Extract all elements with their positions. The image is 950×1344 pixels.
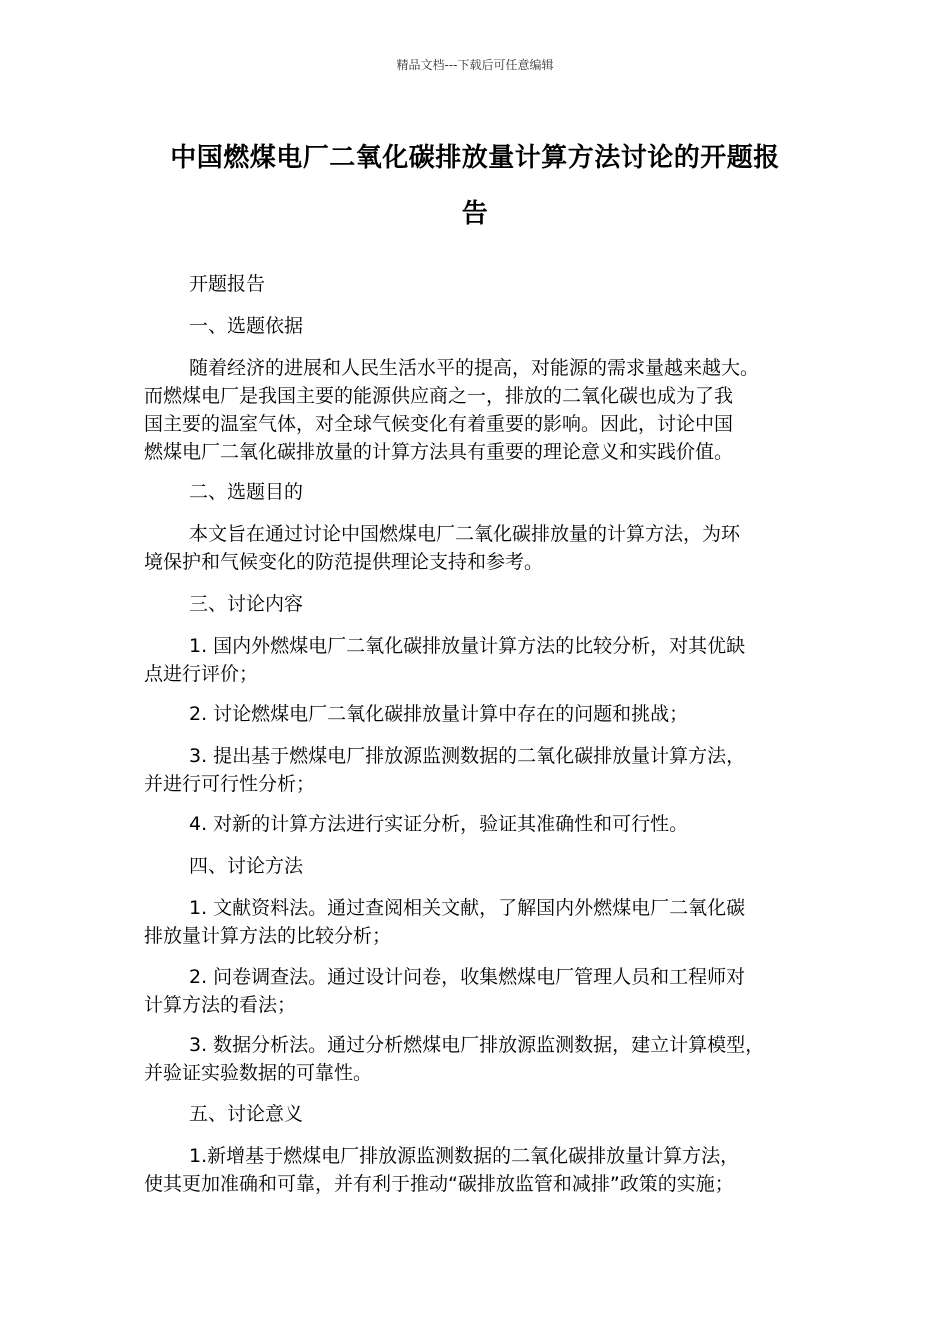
paragraph-line: 使其更加准确和可靠，并有利于推动“碳排放监管和减排”政策的实施； (144, 1173, 734, 1195)
paragraph-line: 3. 提出基于燃煤电厂排放源监测数据的二氧化碳排放量计算方法， (189, 745, 746, 767)
list-item (144, 963, 814, 1019)
paragraph-line: 点进行评价； (144, 663, 259, 685)
section-heading-content (144, 590, 814, 618)
paragraph-line: 四、讨论方法 (189, 855, 304, 877)
paragraph (144, 520, 814, 576)
document-title (140, 130, 810, 242)
page-header: 精品文档---下载后可任意编辑 (396, 58, 554, 72)
paragraph-line: 4. 对新的计算方法进行实证分析，验证其准确性和可行性。 (189, 813, 689, 835)
paragraph-line: 随着经济的进展和人民生活水平的提高，对能源的需求量越来越大。 (189, 357, 760, 379)
section-heading-purpose (144, 478, 814, 506)
paragraph-line: 而燃煤电厂是我国主要的能源供应商之一，排放的二氧化碳也成为了我 (144, 385, 734, 407)
paragraph-line: 并进行可行性分析； (144, 773, 316, 795)
paragraph-line: 2. 讨论燃煤电厂二氧化碳排放量计算中存在的问题和挑战； (189, 703, 689, 725)
paragraph-line: 开题报告 (189, 273, 266, 295)
section-heading-method (144, 852, 814, 880)
paragraph-line: 排放量计算方法的比较分析； (144, 925, 392, 947)
paragraph-line: 1. 文献资料法。通过查阅相关文献，了解国内外燃煤电厂二氧化碳 (189, 897, 746, 919)
paragraph-line: 五、讨论意义 (189, 1103, 304, 1125)
section-heading-significance (144, 1100, 814, 1128)
list-item (144, 742, 814, 798)
section-heading-selection-basis (144, 312, 814, 340)
paragraph-line: 本文旨在通过讨论中国燃煤电厂二氧化碳排放量的计算方法，为环 (189, 523, 741, 545)
paragraph-line: 三、讨论内容 (189, 593, 304, 615)
paragraph-line: 并验证实验数据的可靠性。 (144, 1062, 373, 1084)
list-item (144, 810, 814, 838)
paragraph-line: 一、选题依据 (189, 315, 304, 337)
list-item (144, 700, 814, 728)
document-title-line-1: 中国燃煤电厂二氧化碳排放量计算方法讨论的开题报 (170, 143, 780, 173)
paragraph-line: 2. 问卷调查法。通过设计问卷，收集燃煤电厂管理人员和工程师对 (189, 966, 746, 988)
paragraph-line: 计算方法的看法； (144, 994, 297, 1016)
paragraph-heading (144, 270, 814, 298)
list-item (144, 1031, 814, 1087)
document-title-line-2: 告 (461, 199, 489, 229)
paragraph-line: 国主要的温室气体，对全球气候变化有着重要的影响。因此，讨论中国 (144, 413, 734, 435)
list-item (144, 894, 814, 950)
paragraph-line: 二、选题目的 (189, 481, 304, 503)
paragraph-line: 境保护和气候变化的防范提供理论支持和参考。 (144, 551, 544, 573)
list-item (144, 1142, 814, 1198)
paragraph-line: 燃煤电厂二氧化碳排放量的计算方法具有重要的理论意义和实践价值。 (144, 441, 734, 463)
paragraph-line: 1. 国内外燃煤电厂二氧化碳排放量计算方法的比较分析，对其优缺 (189, 635, 746, 657)
paragraph-line: 3. 数据分析法。通过分析燃煤电厂排放源监测数据，建立计算模型， (189, 1034, 765, 1056)
paragraph (144, 354, 814, 466)
paragraph-line: 1.新增基于燃煤电厂排放源监测数据的二氧化碳排放量计算方法， (189, 1145, 740, 1167)
list-item (144, 632, 814, 688)
